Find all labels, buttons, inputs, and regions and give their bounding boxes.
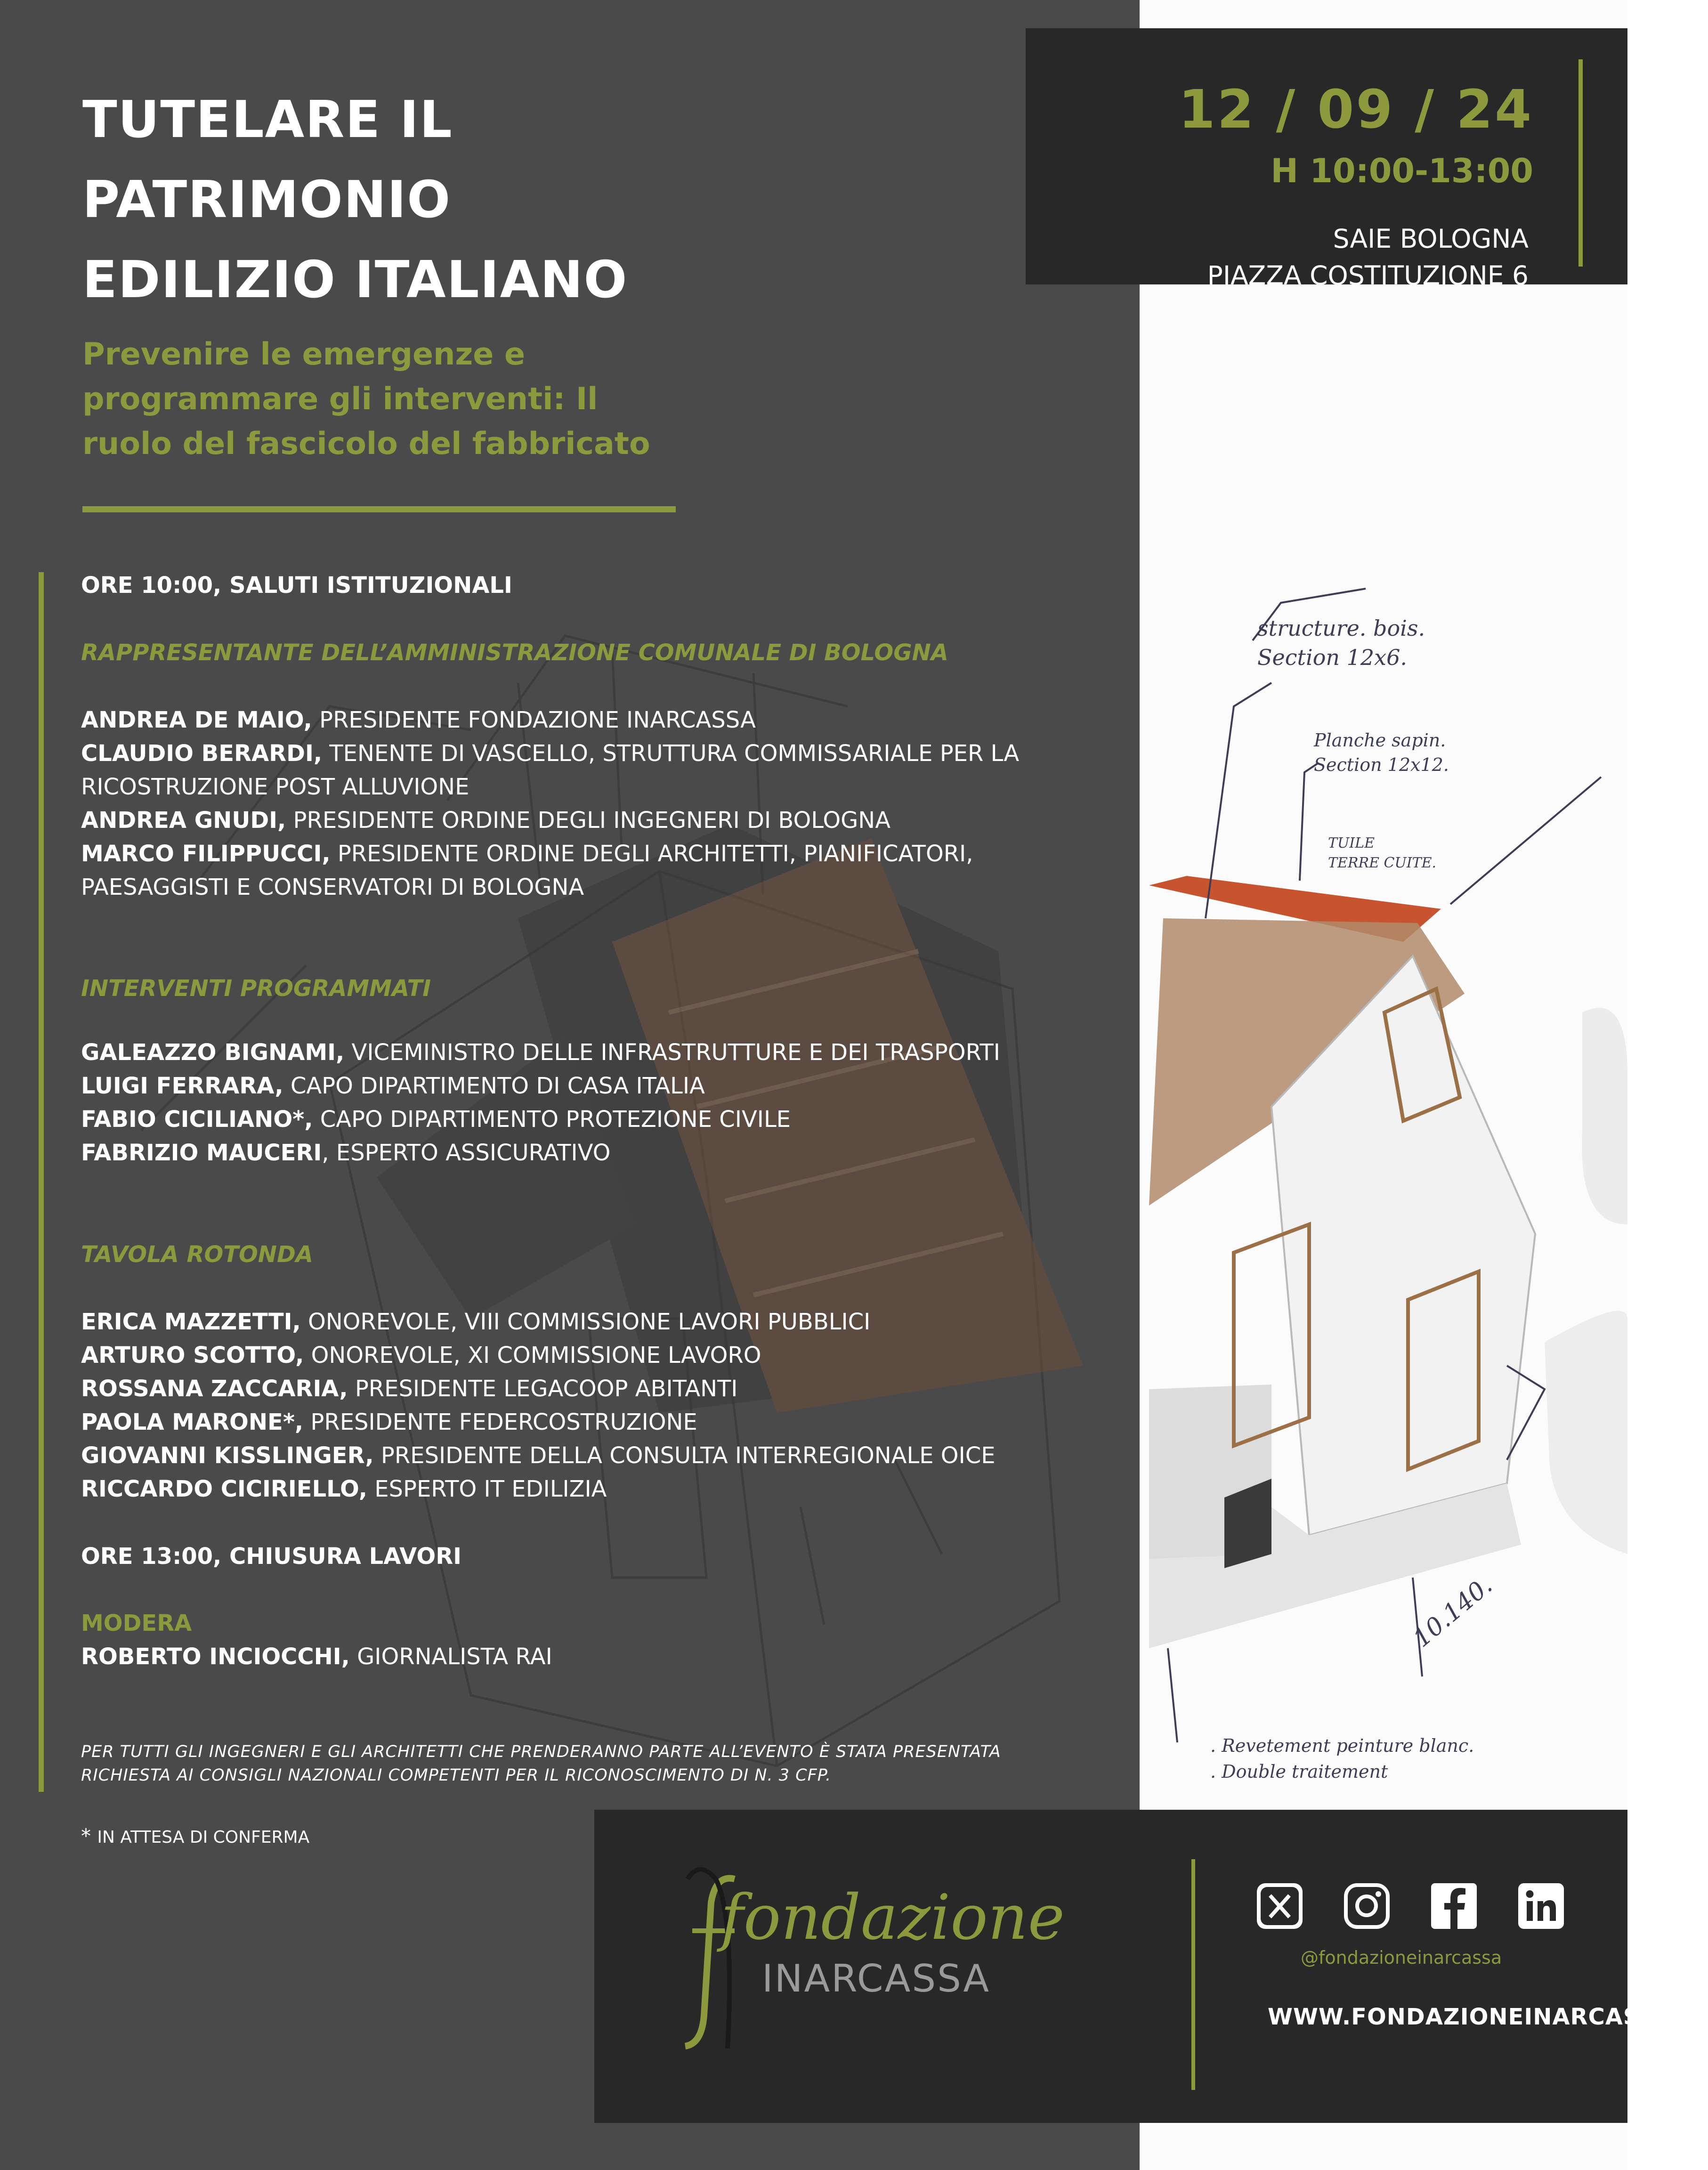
date-box (1026, 28, 1627, 291)
list-item: MARCO FILIPPUCCI, PRESIDENTE ORDINE DEGLI ARCHITETTI, PIANIFICATORI, (81, 841, 973, 867)
title-divider (82, 506, 676, 512)
list-item: CLAUDIO BERARDI, TENENTE DI VASCELLO, STRUTTURA COMMISSARIALE PER LA (81, 740, 1020, 767)
linkedin-icon[interactable] (1516, 1881, 1566, 1931)
social-handle[interactable]: @fondazioneinarcassa (1301, 1947, 1502, 1968)
sketch-note-structure: structure. bois. Section 12x6. (1257, 615, 1425, 670)
asterisk-text: IN ATTESA DI CONFERMA (97, 1828, 310, 1847)
subtitle-line: Prevenire le emergenze e (82, 337, 526, 372)
subtitle-line: programmare gli interventi: Il (82, 381, 598, 417)
subtitle (82, 332, 789, 466)
title-line: TUTELARE IL (82, 90, 453, 149)
municipal-rep-block (81, 636, 1164, 670)
list-item: PAESAGGISTI E CONSERVATORI DI BOLOGNA (81, 874, 584, 900)
moderator-block (81, 1607, 1164, 1674)
date-accent-bar (1578, 59, 1583, 267)
sketch-note-planche: Planche sapin. Section 12x12. (1314, 730, 1449, 775)
logo-subtitle: INARCASSA (762, 1957, 991, 2000)
panel-list (81, 1305, 1164, 1506)
list-item: FABRIZIO MAUCERI, ESPERTO ASSICURATIVO (81, 1140, 611, 1166)
asterisk-note (81, 1824, 309, 1847)
venue-address: PIAZZA COSTITUZIONE 6 (1207, 260, 1529, 291)
list-item: ANDREA GNUDI, PRESIDENTE ORDINE DEGLI INGEGNERI DI BOLOGNA (81, 807, 891, 834)
closing-time: ORE 13:00, CHIUSURA LAVORI (81, 1543, 462, 1570)
instagram-icon[interactable] (1342, 1881, 1392, 1931)
list-item: RICCARDO CICIRIELLO, ESPERTO IT EDILIZIA (81, 1476, 607, 1502)
cfp-note (81, 1740, 1093, 1787)
program-opening (81, 569, 1164, 602)
closing-block (81, 1540, 1164, 1573)
list-item: ROSSANA ZACCARIA, PRESIDENTE LEGACOOP ABITANTI (81, 1376, 738, 1402)
cfp-note-line: PER TUTTI GLI INGEGNERI E GLI ARCHITETTI CHE PRENDERANNO PARTE ALL’EVENTO È STATA PRESENTATA (81, 1742, 1001, 1761)
program-accent-bar (39, 572, 44, 1792)
section-tavola-rotonda (81, 1238, 1164, 1271)
venue-name: SAIE BOLOGNA (1333, 224, 1529, 254)
list-item: ANDREA DE MAIO, PRESIDENTE FONDAZIONE INARCASSA (81, 707, 756, 733)
moderator: ROBERTO INCIOCCHI, GIORNALISTA RAI (81, 1644, 552, 1670)
footer-divider (1191, 1859, 1195, 2090)
moderator-label: MODERA (81, 1610, 192, 1636)
list-item: LUIGI FERRARA, CAPO DIPARTIMENTO DI CASA ITALIA (81, 1073, 705, 1099)
cfp-note-line: RICHIESTA AI CONSIGLI NAZIONALI COMPETENTI PER IL RICONOSCIMENTO DI N. 3 CFP. (81, 1766, 832, 1785)
opening-time: ORE 10:00, SALUTI ISTITUZIONALI (81, 572, 512, 599)
logo-wordmark: fondazione (720, 1881, 1065, 1954)
speakers-list (81, 1036, 1164, 1170)
section-title: INTERVENTI PROGRAMMATI (81, 975, 431, 1002)
list-item: RICOSTRUZIONE POST ALLUVIONE (81, 774, 469, 800)
subtitle-line: ruolo del fascicolo del fabbricato (82, 426, 650, 462)
list-item: ERICA MAZZETTI, ONOREVOLE, VIII COMMISSIONE LAVORI PUBBLICI (81, 1309, 871, 1335)
main-title (82, 80, 859, 320)
list-item: PAOLA MARONE*, PRESIDENTE FEDERCOSTRUZIONE (81, 1409, 697, 1435)
sketch-note-tuile: TUILE TERRE CUITE. (1328, 835, 1437, 871)
greetings-list (81, 704, 1164, 904)
asterisk-symbol: * (81, 1824, 97, 1847)
website-link[interactable]: WWW.FONDAZIONEINARCASSA.IT (1268, 2004, 1708, 2030)
section-title: TAVOLA ROTONDA (81, 1241, 313, 1268)
list-item: GALEAZZO BIGNAMI, VICEMINISTRO DELLE INFRASTRUTTURE E DEI TRASPORTI (81, 1039, 1000, 1066)
sketch-dimension: 10.140. (1408, 1571, 1498, 1653)
title-line: EDILIZIO ITALIANO (82, 251, 628, 309)
event-date: 12 / 09 / 24 (1178, 79, 1533, 140)
list-item: ARTURO SCOTTO, ONOREVOLE, XI COMMISSIONE LAVORO (81, 1342, 761, 1368)
title-line: PATRIMONIO (82, 170, 452, 229)
sketch-note-revetement: . Revetement peinture blanc. . Double traitement (1210, 1735, 1474, 1782)
section-interventi (81, 972, 1164, 1005)
list-item: GIOVANNI KISSLINGER, PRESIDENTE DELLA CONSULTA INTERREGIONALE OICE (81, 1442, 996, 1469)
x-icon[interactable] (1255, 1881, 1304, 1931)
event-venue (1207, 220, 1529, 294)
list-item: FABIO CICILIANO*, CAPO DIPARTIMENTO PROTEZIONE CIVILE (81, 1106, 791, 1133)
facebook-icon[interactable] (1429, 1881, 1479, 1931)
municipal-representative: RAPPRESENTANTE DELL’AMMINISTRAZIONE COMUNALE DI BOLOGNA (81, 640, 948, 666)
event-time: H 10:00-13:00 (1271, 152, 1533, 190)
